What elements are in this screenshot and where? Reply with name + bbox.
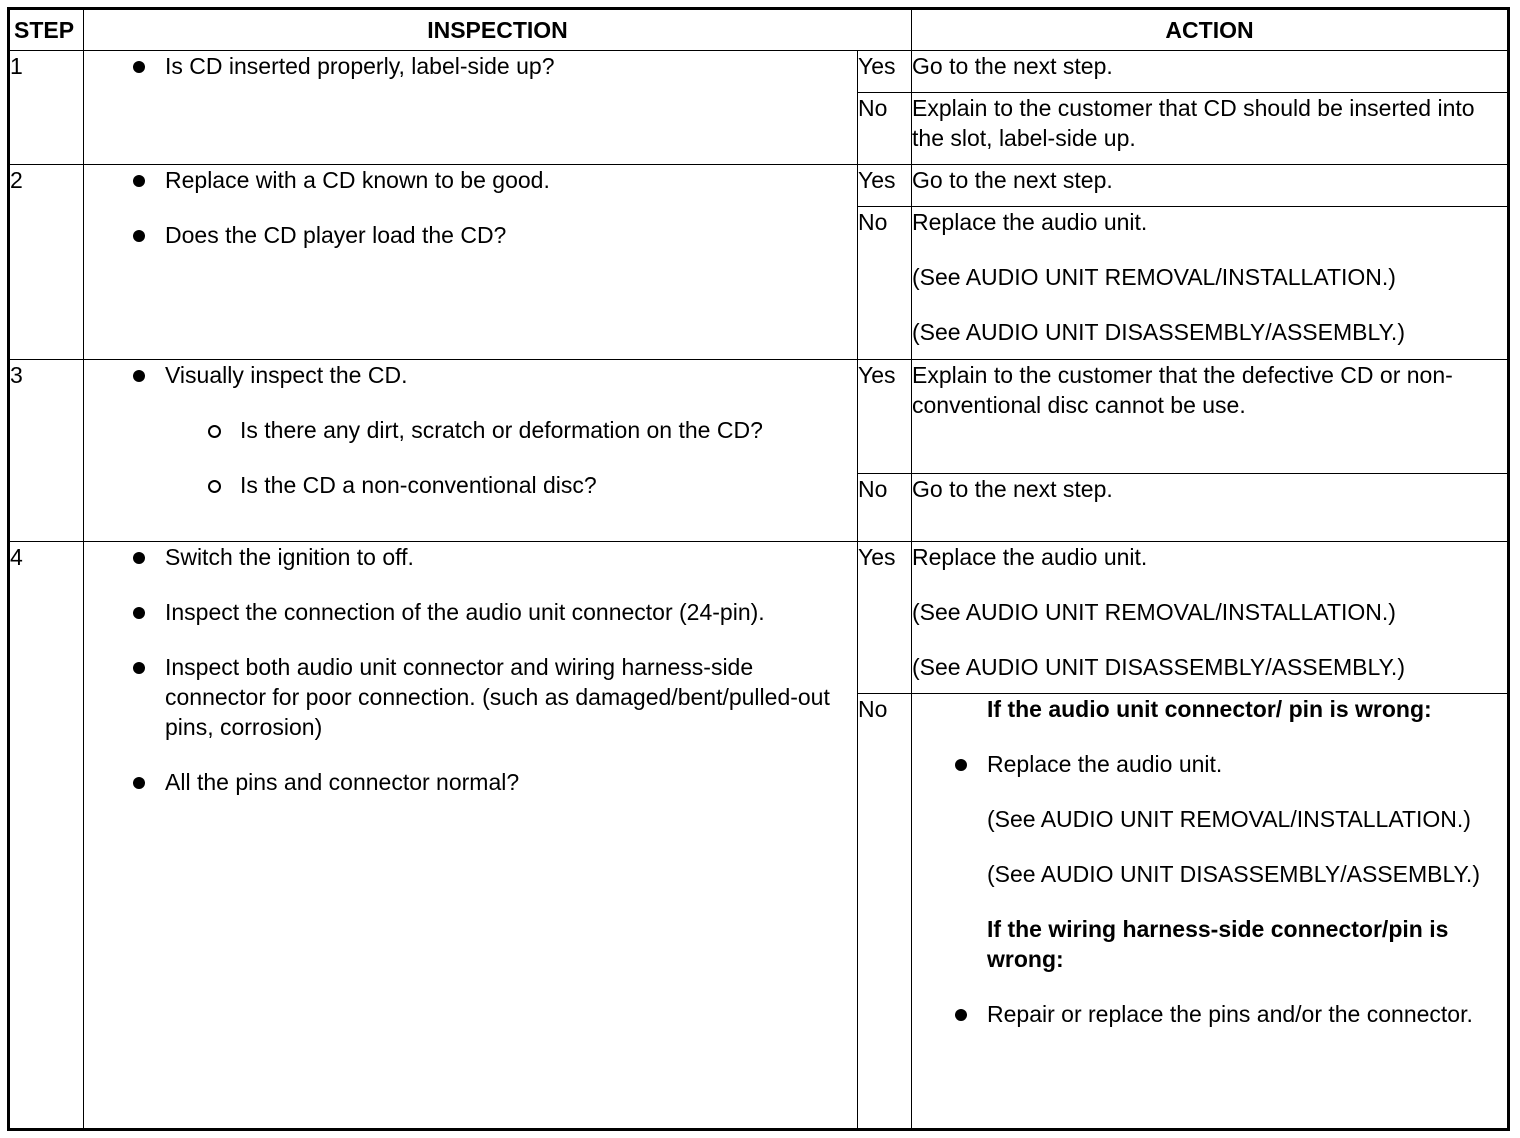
inspection-cell bbox=[84, 360, 858, 542]
step-number: 1 bbox=[9, 51, 84, 165]
yes-action: Go to the next step. bbox=[912, 51, 1509, 93]
yes-label: Yes bbox=[858, 51, 912, 93]
action-bullet: Repair or replace the pins and/or the connector. bbox=[987, 999, 1497, 1029]
step-number: 2 bbox=[9, 165, 84, 360]
bullet-icon bbox=[133, 230, 145, 242]
condition-heading: If the audio unit connector/ pin is wrong: bbox=[987, 696, 1432, 722]
bullet-icon bbox=[955, 1009, 967, 1021]
inspection-bullet: Visually inspect the CD. bbox=[84, 360, 857, 390]
inspection-cell bbox=[84, 165, 858, 360]
yes-action: Explain to the customer that the defective CD or non-conventional disc cannot be use. bbox=[912, 360, 1509, 474]
yes-action: Go to the next step. bbox=[912, 165, 1509, 207]
inspection-bullet: All the pins and connector normal? bbox=[84, 767, 857, 797]
no-label: No bbox=[858, 93, 912, 165]
step-2-yes-row bbox=[9, 165, 1509, 207]
ring-bullet-icon bbox=[208, 480, 221, 493]
inspection-bullet: Does the CD player load the CD? bbox=[84, 220, 857, 250]
header-row bbox=[9, 9, 1509, 51]
yes-action: Replace the audio unit. (See AUDIO UNIT REMOVAL/INSTALLATION.) (See AUDIO UNIT DISASSEMBLY/ASSEMBLY.) bbox=[912, 542, 1509, 694]
step-4-yes-row bbox=[9, 542, 1509, 694]
no-action: Explain to the customer that CD should be inserted into the slot, label-side up. bbox=[912, 93, 1509, 165]
bullet-icon bbox=[133, 777, 145, 789]
reference-note: (See AUDIO UNIT REMOVAL/INSTALLATION.) bbox=[987, 806, 1471, 832]
yes-label: Yes bbox=[858, 360, 912, 474]
step-number: 4 bbox=[9, 542, 84, 1130]
inspection-header: INSPECTION bbox=[84, 9, 912, 51]
action-bullet: Replace the audio unit. bbox=[987, 749, 1497, 779]
no-action: Go to the next step. bbox=[912, 474, 1509, 542]
bullet-icon bbox=[955, 759, 967, 771]
inspection-sub-bullet: Is there any dirt, scratch or deformation on the CD? bbox=[84, 415, 857, 445]
no-label: No bbox=[858, 207, 912, 360]
yes-label: Yes bbox=[858, 165, 912, 207]
inspection-bullet: Switch the ignition to off. bbox=[84, 542, 857, 572]
inspection-table bbox=[7, 7, 1510, 1131]
bullet-icon bbox=[133, 607, 145, 619]
action-header: ACTION bbox=[912, 9, 1509, 51]
inspection-bullet: Inspect both audio unit connector and wiring harness-side connector for poor connection. (such as damaged/bent/pulled-out pins, corrosion) bbox=[84, 652, 857, 742]
condition-heading: If the wiring harness-side connector/pin is wrong: bbox=[987, 916, 1449, 972]
bullet-icon bbox=[133, 370, 145, 382]
no-action bbox=[912, 694, 1509, 1130]
yes-label: Yes bbox=[858, 542, 912, 694]
no-label: No bbox=[858, 474, 912, 542]
step-header: STEP bbox=[9, 9, 84, 51]
bullet-icon bbox=[133, 662, 145, 674]
step-1-yes-row bbox=[9, 51, 1509, 93]
no-action-detail bbox=[912, 694, 1507, 1029]
step-number: 3 bbox=[9, 360, 84, 542]
bullet-icon bbox=[133, 175, 145, 187]
bullet-icon bbox=[133, 61, 145, 73]
no-label: No bbox=[858, 694, 912, 1130]
step-3-yes-row bbox=[9, 360, 1509, 474]
no-action: Replace the audio unit. (See AUDIO UNIT REMOVAL/INSTALLATION.) (See AUDIO UNIT DISASSEMBLY/ASSEMBLY.) bbox=[912, 207, 1509, 360]
inspection-cell bbox=[84, 51, 858, 165]
inspection-bullet: Is CD inserted properly, label-side up? bbox=[84, 51, 857, 81]
bullet-icon bbox=[133, 552, 145, 564]
inspection-bullet: Replace with a CD known to be good. bbox=[84, 165, 857, 195]
inspection-cell bbox=[84, 542, 858, 1130]
reference-note: (See AUDIO UNIT DISASSEMBLY/ASSEMBLY.) bbox=[987, 861, 1480, 887]
ring-bullet-icon bbox=[208, 425, 221, 438]
inspection-bullet: Inspect the connection of the audio unit connector (24-pin). bbox=[84, 597, 857, 627]
inspection-sub-bullet: Is the CD a non-conventional disc? bbox=[84, 470, 857, 500]
